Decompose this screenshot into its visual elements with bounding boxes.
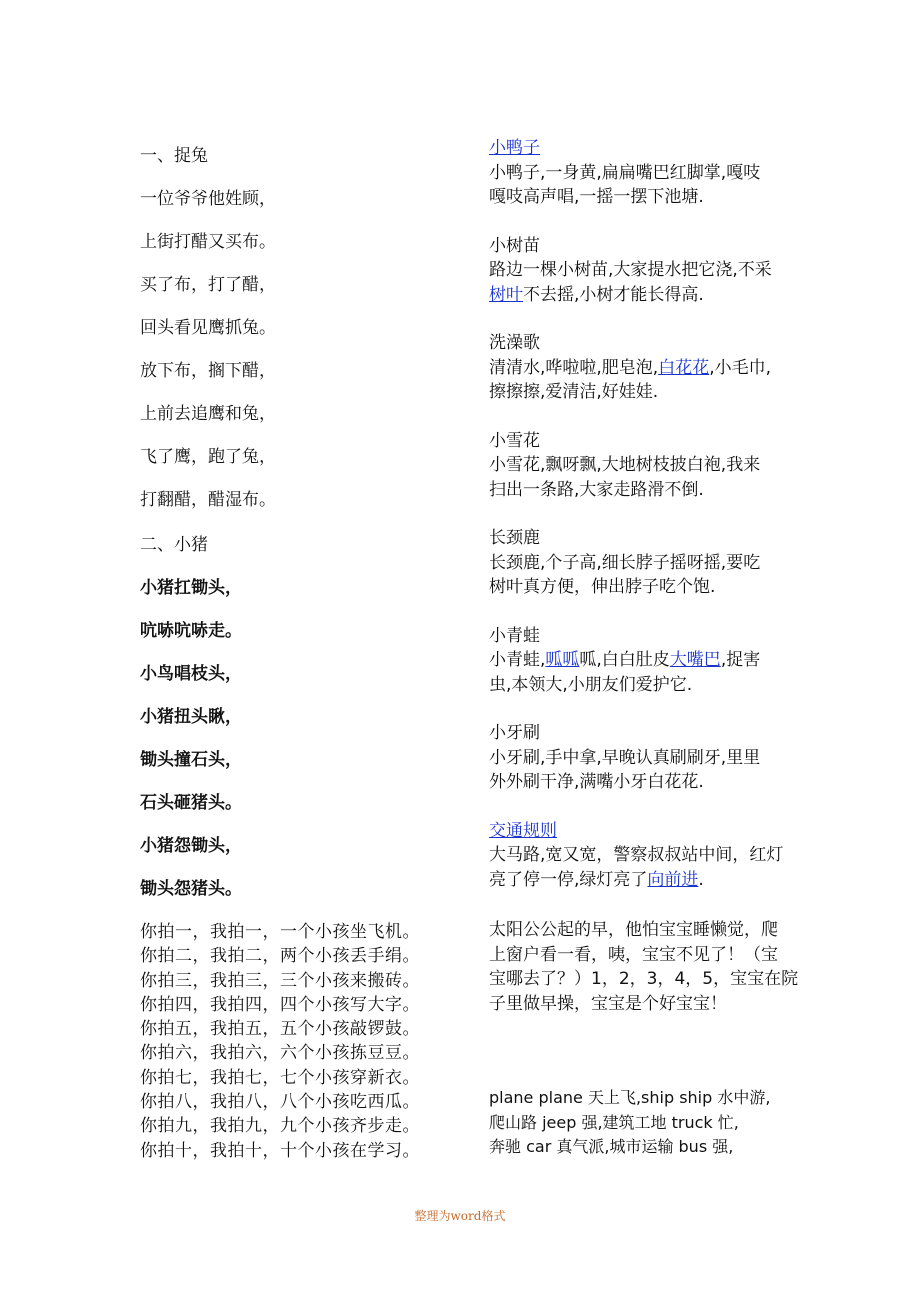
rhyme-line: 你拍十，我拍十，十个小孩在学习。 [140,1140,420,1161]
body-line [489,356,809,381]
body-line: 小牙刷,手中拿,早晚认真刷刷牙,里里 [489,747,761,768]
body-line: 太阳公公起的早，他怕宝宝睡懒觉，爬 [489,920,778,940]
rhyme-line: 你拍九，我拍九，九个小孩齐步走。 [140,1116,420,1137]
section-traffic-rules [489,819,809,893]
section-snowflake [489,429,809,503]
poem-line: 锄头怨猪头。 [140,879,242,899]
body-line: 嘎吱高声唱,一摇一摆下池塘. [489,187,704,207]
body-line: plane plane 天上飞,ship ship 水中游, [489,1088,771,1107]
section-title: 小树苗 [489,235,540,256]
section-toothbrush [489,721,809,795]
section-duck [489,136,809,210]
rhyme-line: 你拍二，我拍二，两个小孩丢手绢。 [140,946,420,967]
section-body [489,453,809,502]
section-body [489,356,809,405]
body-line: 扫出一条路,大家走路滑不倒. [489,479,704,500]
poem-line: 石头砸猪头。 [140,793,242,813]
section-body [489,551,809,600]
poem-little-pig [140,533,470,901]
white-flowers-link[interactable]: 白花花 [658,357,710,378]
body-line: 宝哪去了？）1，2，3，4，5，宝宝在院 [489,969,799,989]
croak-link[interactable]: 呱呱 [545,650,580,670]
rhyme-line: 你拍一，我拍一，一个小孩坐飞机。 [140,922,420,942]
body-line: 子里做早操，宝宝是个好宝宝！ [489,993,727,1014]
body-line: 长颈鹿,个子高,细长脖子摇呀摇,要吃 [489,552,761,573]
section-body [489,843,809,892]
rhyme-line: 你拍七，我拍七，七个小孩穿新衣。 [140,1067,420,1088]
poem-catch-rabbit [140,144,470,512]
body-line: 小雪花,飘呀飘,大地树枝披白袍,我来 [489,455,761,475]
poem-line: 一位爷爷他姓顾， [140,189,276,209]
poem-line: 小猪扭头瞅， [140,707,242,727]
poem-line: 飞了鹰，跑了兔， [140,447,276,467]
footer-note: 整理为word格式 [414,1209,506,1223]
leaf-link[interactable]: 树叶 [489,284,523,305]
poem-line: 打翻醋，醋湿布。 [140,490,276,510]
body-line: 外外刷干净,满嘴小牙白花花. [489,772,704,792]
body-text: 不去摇,小树才能长得高. [523,284,704,305]
body-line: 小鸭子,一身黄,扁扁嘴巴红脚掌,嘎吱 [489,162,761,183]
section-title: 洗澡歌 [489,333,540,353]
body-line [489,283,809,308]
poem-line: 回头看见鹰抓兔。 [140,318,276,338]
body-text: 小青蛙, [489,650,546,670]
body-line: 爬山路 jeep 强,建筑工地 truck 忙, [489,1112,739,1132]
poem-title: 二、小猪 [140,535,208,555]
body-line: 路边一棵小树苗,大家提水把它浇,不采 [489,260,772,280]
body-text: 呱,白白肚皮 [579,650,670,670]
big-mouth-link[interactable]: 大嘴巴 [669,650,721,670]
body-line: 奔驰 car 真气派,城市运输 bus 强, [489,1137,734,1156]
vehicles-rhyme [489,1086,809,1160]
poem-line: 小鸟唱枝头， [140,664,242,684]
section-frog [489,624,809,698]
section-body [489,648,809,697]
poem-line: 吭哧吭哧走。 [140,621,242,641]
poem-title: 一、捉兔 [140,146,208,166]
body-text: 亮了停一停,绿灯亮了 [489,869,648,890]
rhyme-line: 你拍八，我拍八，八个小孩吃西瓜。 [140,1092,420,1113]
rhyme-line: 你拍五，我拍五，五个小孩敲锣鼓。 [140,1019,420,1040]
section-title: 小雪花 [489,430,540,451]
sun-rhyme [489,918,809,1016]
traffic-rules-link[interactable]: 交通规则 [489,820,557,841]
rhyme-line: 你拍四，我拍四，四个小孩写大字。 [140,994,420,1015]
body-line: 大马路,宽又宽，警察叔叔站中间，红灯 [489,845,784,865]
body-text: ,捉害 [720,650,761,670]
section-body [489,161,809,210]
body-line: 虫,本领大,小朋友们爱护它. [489,674,693,695]
clapping-rhyme [140,920,470,1163]
left-column [140,144,470,1163]
rhyme-line: 你拍六，我拍六，六个小孩拣豆豆。 [140,1043,420,1064]
section-sapling [489,234,809,308]
poem-line: 小猪扛锄头， [140,578,242,598]
body-text: ,小毛巾, [709,357,772,378]
poem-line: 放下布，搁下醋， [140,361,276,381]
body-line: 树叶真方便，伸出脖子吃个饱. [489,577,716,597]
section-body [489,258,809,307]
section-giraffe [489,526,809,600]
rhyme-line: 你拍三，我拍三，三个小孩来搬砖。 [140,970,420,991]
poem-line: 小猪怨锄头， [140,836,242,856]
right-column [489,136,809,1160]
poem-line: 买了布，打了醋， [140,275,276,295]
poem-line: 上前去追鹰和兔， [140,404,276,424]
body-line: 上窗户看一看，咦，宝宝不见了！（宝 [489,944,778,965]
poem-line: 锄头撞石头， [140,750,242,770]
body-line [489,648,809,673]
section-body [489,746,809,795]
section-title: 小牙刷 [489,723,540,743]
body-line: 擦擦擦,爱清洁,好娃娃. [489,382,659,402]
poem-line: 上街打醋又买布。 [140,232,276,252]
section-bath-song [489,331,809,405]
body-text: . [698,869,704,890]
go-forward-link[interactable]: 向前进 [647,869,699,890]
body-text: 清清水,哗啦啦,肥皂泡, [489,357,659,378]
body-line [489,868,809,893]
duck-title-link[interactable]: 小鸭子 [489,138,540,158]
section-title: 长颈鹿 [489,528,540,548]
section-title: 小青蛙 [489,625,540,646]
